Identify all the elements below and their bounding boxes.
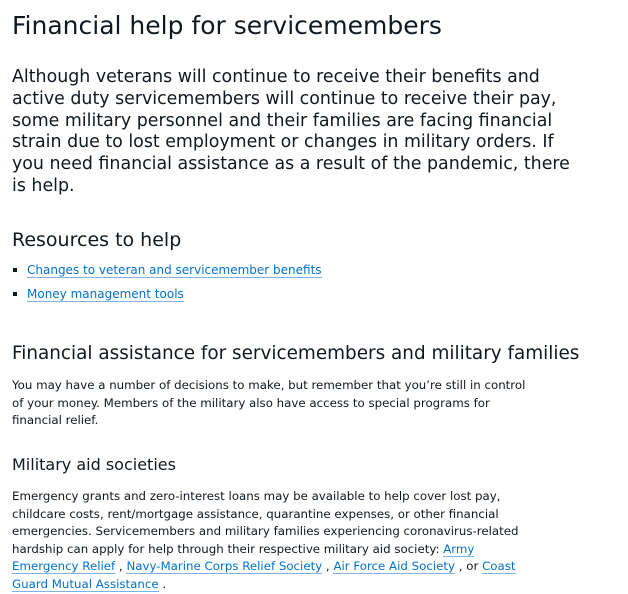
resources-heading: Resources to help xyxy=(12,229,182,251)
aid-societies-paragraph xyxy=(12,488,542,594)
separator: , xyxy=(322,559,334,574)
air-force-aid-society-link[interactable]: Air Force Aid Society xyxy=(333,559,455,574)
financial-assistance-paragraph: You may have a number of decisions to make, but remember that you’re still in control of your money. Members of the military also have access to special programs for financial relief. xyxy=(12,378,526,428)
veteran-benefits-link[interactable]: Changes to veteran and servicemember benefits xyxy=(27,263,322,277)
navy-marine-corps-relief-link[interactable]: Navy-Marine Corps Relief Society xyxy=(126,559,323,574)
square-bullet-icon xyxy=(13,268,17,272)
page-title: Financial help for servicemembers xyxy=(12,11,442,40)
square-bullet-icon xyxy=(13,292,17,296)
aid-societies-heading: Military aid societies xyxy=(12,455,176,474)
separator: , xyxy=(115,559,127,574)
list-item xyxy=(12,286,322,302)
resources-list xyxy=(12,262,322,310)
aid-societies-intro: Emergency grants and zero-interest loans may be available to help cover lost pay, childcare costs, rent/mortgage assistance, quarantine expenses, or other financial emergencies. Servicemembers and military families experiencing coronavirus-related hardship can apply for help through their respective military aid society: xyxy=(12,489,519,556)
intro-paragraph: Although veterans will continue to receive their benefits and active duty servicemembers will continue to receive their pay, some military personnel and their families are facing financial strain due to lost employment or changes in military orders. If you need financial assistance as a result of the pandemic, there is help. xyxy=(12,67,570,196)
coast-guard-mutual-assistance-link[interactable]: Coast Guard Mutual Assistance xyxy=(12,559,516,591)
money-management-link[interactable]: Money management tools xyxy=(27,287,184,301)
list-item xyxy=(12,262,322,278)
army-emergency-relief-link[interactable]: Army Emergency Relief xyxy=(12,541,475,574)
separator: , or xyxy=(454,559,483,574)
paragraph-end: . xyxy=(158,576,167,591)
financial-assistance-heading: Financial assistance for servicemembers and military families xyxy=(12,343,580,364)
